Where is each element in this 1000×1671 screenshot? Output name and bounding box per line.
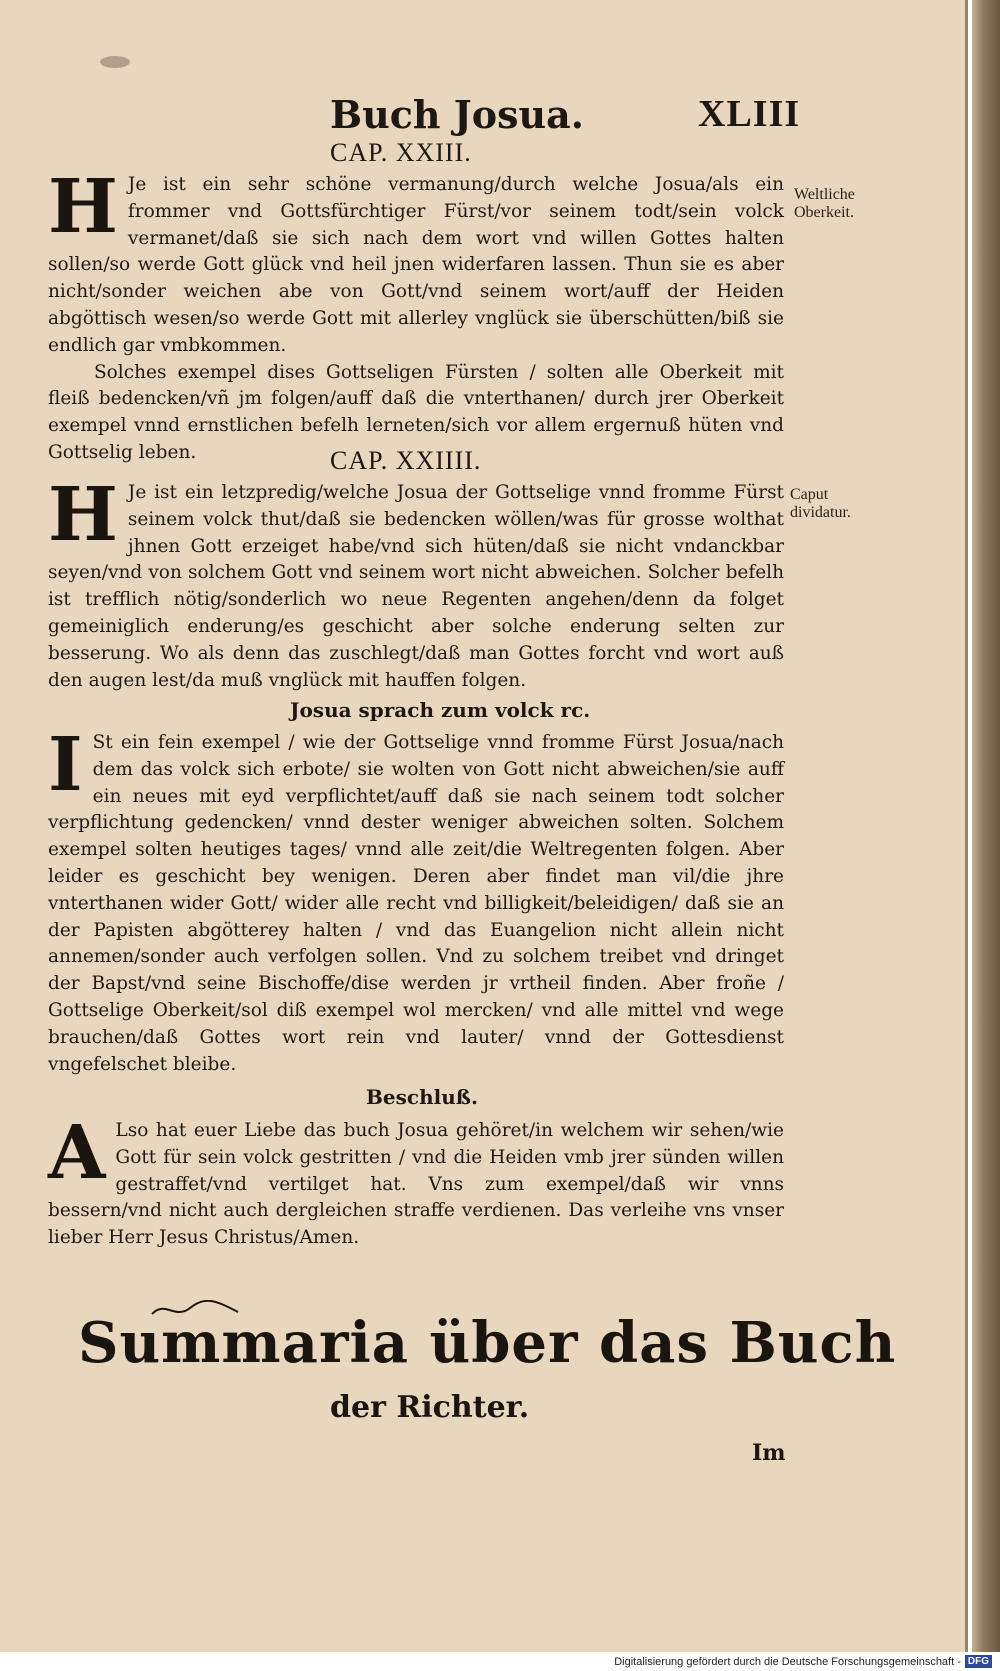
chapter-24-paragraph-1: H Je ist ein letzpredig/welche Josua der Gottselige vnnd fromme Fürst seinem volck thut/daß sie bedencken wöllen/was für grosse wolthat jhnen Gott erzeiget habe/vnd sich hüten/daß sie nicht vndanckbar seyen/vnd von solchem Gott vnd seinem wort nicht abweichen. Solcher befelh ist trefflich nötig/sonderlich wo neue Regenten angehen/denn da folget gemeiniglich enderung/es geschicht aber solche enderung selten zur besserung. Wo als denn das zuschlegt/daß man Gottes forcht vnd wort auß den augen lest/da muß vnglück mit hauffen folgen. <box>48 472 784 691</box>
dropcap-h: H <box>48 472 118 558</box>
book-edge <box>972 0 1000 1652</box>
dropcap-i: I <box>48 722 83 808</box>
chapter-23-paragraph-1: H Je ist ein sehr schöne vermanung/durch welche Josua/als ein frommer vnd Gottsfürchtiger Fürst/vor seinem todt/sein volck vermanet/daß sie sich nach dem wort vnd willen Gottes halten sollen/so werde Gott glück vnd heil jnen widerfaren lassen. Thun sie es aber nicht/sonder weichen abe von Gott/vnd seinem wort/auff der Heiden abgöttisch wesen/so werde Gott mit allerley vnglück sie überschütten/biß sie endlich gar vmbkommen. <box>48 164 784 356</box>
dfg-logo: DFG <box>965 1655 992 1668</box>
chapter-heading-24: CAP. XXIIII. <box>330 446 482 475</box>
beschluss-paragraph: A Lso hat euer Liebe das buch Josua gehöret/in welchem wir sehen/wie Gott für sein volck gestritten / vnd die Heiden vmb jrer sünden willen gestraffet/vnd vertilget hat. Vns zum exempel/daß wir vnns bessern/vnd nicht auch dergleichen straffe verdienen. Das verleihe vns vnser lieber Herr Jesus Christus/Amen. <box>48 1110 784 1249</box>
page-smudge <box>100 56 130 68</box>
chapter-23-text <box>48 164 784 467</box>
chapter-23-paragraph-2: Solches exempel dises Gottseligen Fürsten / solten alle Oberkeit mit fleiß bedencken/vñ jm folgen/auff daß die vnterthanen/ durch jrer Oberkeit exempel vnnd ernstlichen befelh lerneten/sich vor allem ergernuß hüten vnd Gottselig leben. <box>48 361 784 463</box>
beschluss-heading: Beschluß. <box>366 1085 478 1109</box>
margin-note-caput: Caput dividatur. <box>790 486 851 521</box>
chapter-heading-23: CAP. XXIII. <box>330 138 472 167</box>
chapter-24-paragraph-2: I St ein fein exempel / wie der Gottselige vnnd fromme Fürst Josua/nach dem das volck sich erbote/ sie wolten von Gott nicht abweichen/sie auff ein neues mit eyd verpflichtet/auff daß sie nach seinem todt solcher verpflichtung gedencken/ vnnd dester weniger abweichen solten. Solchem exempel solten heutiges tages/ vnnd alle zeit/die Weltregenten folgen. Aber leider es geschicht bey wenigen. Deren aber findet man vil/die jhre vnterthanen wider Gott/ wider alle recht vnd billigkeit/beleidigen/ daß sie an der Papisten abgötterey halten / vnd das Euangelion nicht allein nicht annemen/sonder auch verfolgen sollen. Vnd zu solchem treibet vnd dringet der Bapst/vnd seine Bischoffe/dise werden jr vrtheil finden. Aber froñe / Gottselige Oberkeit/sol diß exempel wol mercken/ vnd alle mittel vnd wege brauchen/daß Gottes wort rein vnd lauter/ vnnd der Gottesdienst vngefelschet bleibe. <box>48 722 784 1075</box>
subheading-josua: Josua sprach zum volck rc. <box>290 698 591 722</box>
dropcap-h: H <box>48 164 118 250</box>
summaria-subtitle: der Richter. <box>330 1390 530 1425</box>
beschluss-text <box>48 1110 784 1252</box>
footer-text: Digitalisierung gefördert durch die Deutsche Forschungsgemeinschaft - <box>614 1655 961 1668</box>
digitization-footer <box>614 1655 992 1668</box>
catchword: Im <box>752 1440 786 1466</box>
dropcap-a: A <box>48 1110 106 1196</box>
chapter-24-commentary <box>48 722 784 1078</box>
folio-number: XLIII <box>698 93 801 135</box>
summaria-title: Summaria über das Buch <box>78 1310 897 1376</box>
running-head: Buch Josua. <box>330 92 584 137</box>
margin-note-oberkeit: Weltliche Oberkeit. <box>794 186 855 221</box>
chapter-24-text <box>48 472 784 694</box>
